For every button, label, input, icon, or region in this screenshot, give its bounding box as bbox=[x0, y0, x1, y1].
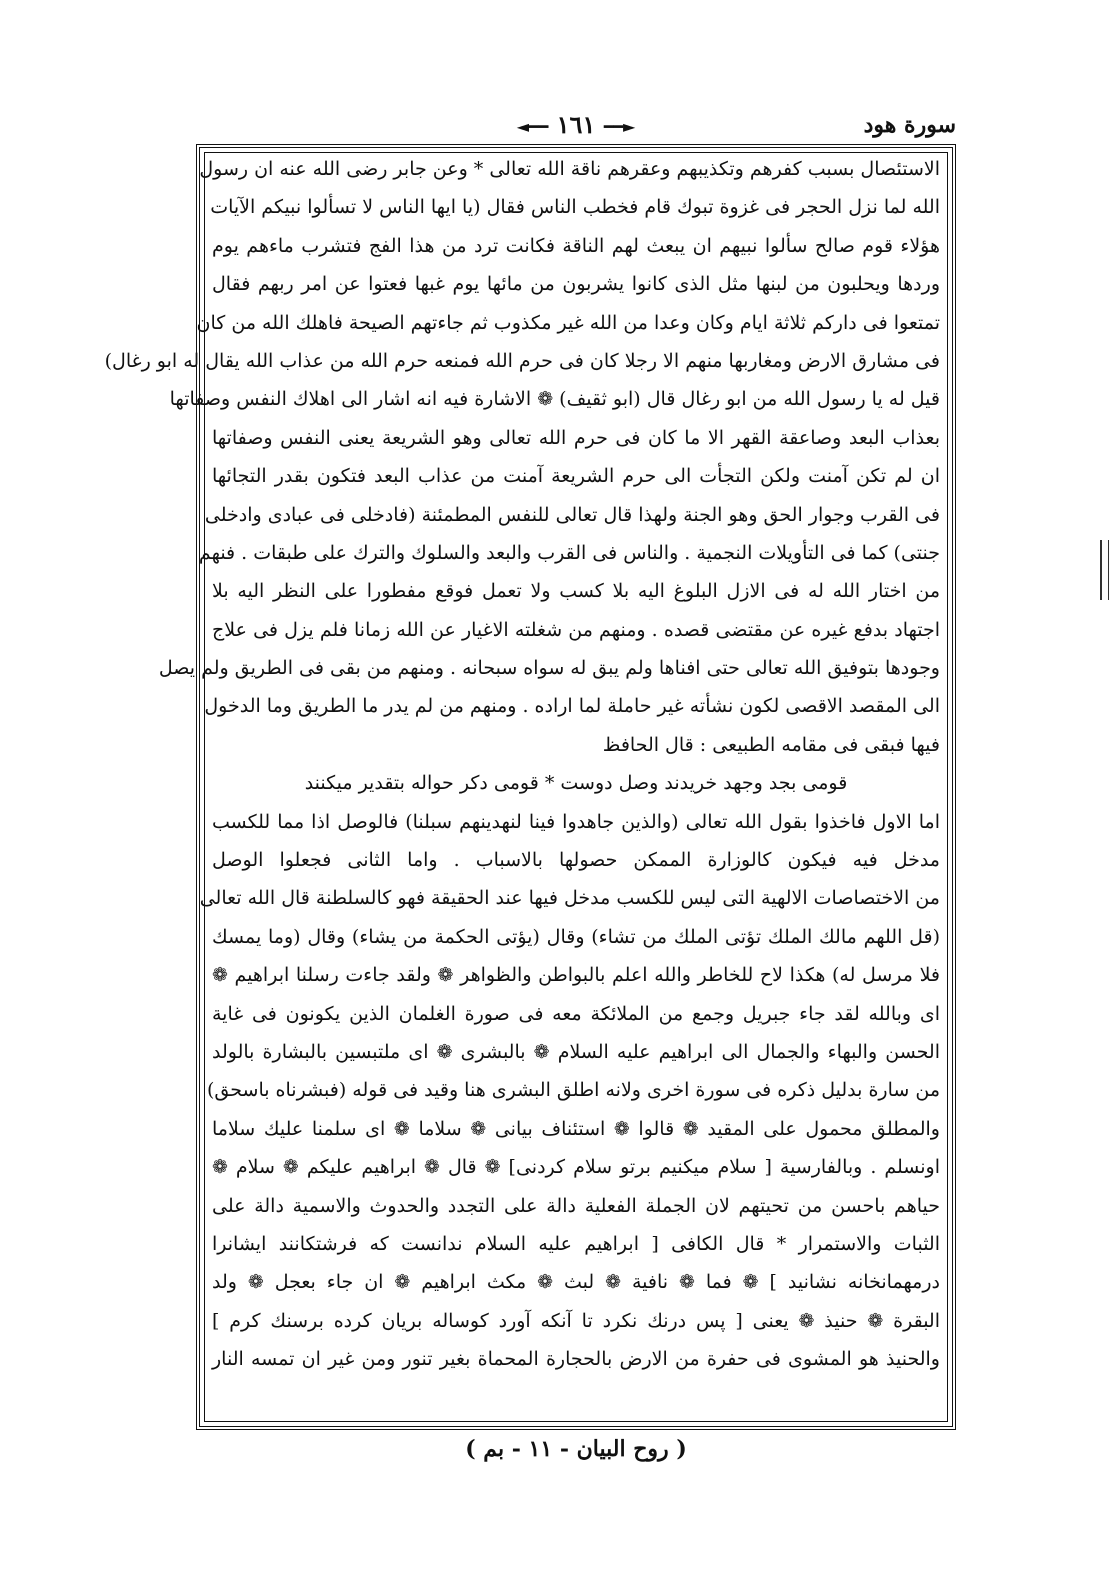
text-line: الله لما نزل الحجر فى غزوة تبوك قام فخطب الناس فقال (يا ايها الناس لا تسألوا نبيكم الآيات bbox=[210, 196, 940, 219]
footer-signature: ( روح البيان - ١١ - بم ) bbox=[465, 1436, 687, 1462]
text-line: من الاختصاصات الالهية التى ليس للكسب مدخل فيها عند الحقيقة فهو كالسلطنة قال الله تعالى bbox=[199, 887, 940, 910]
text-line: والمطلق محمول على المقيد ❁ قالوا ❁ استئناف بيانى ❁ سلاما ❁ اى سلمنا عليك سلاما bbox=[212, 1117, 940, 1140]
text-line: من اختار الله له فى الازل البلوغ اليه بلا كسب ولا تعمل فوقع مفطورا على النظر اليه بلا bbox=[212, 580, 940, 603]
text-line: حياهم باحسن من تحيتهم لان الجملة الفعلية دالة على التجدد والحدوث والاسمية دالة على bbox=[212, 1194, 940, 1217]
text-line: جنتى) كما فى التأويلات النجمية . والناس فى القرب والبعد والسلوك والترك على طبقات . فنهم bbox=[198, 541, 940, 564]
text-line: اجتهاد بدفع غيره عن مقتضى قصده . ومنهم من شغلته الاغيار عن الله زمانا فلم يزل فى علاج bbox=[212, 618, 940, 641]
text-line: اى وبالله لقد جاء جبريل وجمع من الملائكة معه فى صورة الغلمان الذين يكونون فى غاية bbox=[212, 1002, 940, 1025]
text-line: تمتعوا فى داركم ثلاثة ايام وكان وعدا من الله غير مكذوب ثم جاءتهم الصيحة فاهلك الله من كان bbox=[196, 311, 940, 334]
text-line: البقرة ❁ حنيذ ❁ يعنى [ پس درنك نكرد تا آنكه آورد كوساله بريان كرده برسنك كرم ] bbox=[212, 1309, 940, 1332]
text-line: فلا مرسل له) هكذا لاح للخاطر والله اعلم بالبواطن والظواهر ❁ ولقد جاءت رسلنا ابراهيم ❁ bbox=[212, 964, 940, 987]
page-number-group bbox=[517, 110, 636, 139]
text-line: هؤلاء قوم صالح سألوا نبيهم ان يبعث لهم الناقة فكانت ترد من هذا الفج فتشرب ماءهم يوم bbox=[212, 234, 940, 257]
text-line: ان لم تكن آمنت ولكن التجأت الى حرم الشريعة آمنت من عذاب البعد فتكون بقدر التجائها bbox=[212, 465, 940, 488]
text-line: فى القرب وجوار الحق وهو الجنة ولهذا قال تعالى للنفس المطمئنة (فادخلى فى عبادى وادخلى bbox=[204, 503, 940, 526]
page-number: ١٦١ bbox=[556, 110, 596, 139]
text-line: فى مشارق الارض ومغاربها منهم الا رجلا كان فى حرم الله فمنعه حرم الله من عذاب الله يقال له ابو رغال) bbox=[104, 349, 940, 372]
page-header bbox=[196, 108, 956, 142]
main-text bbox=[104, 150, 940, 1379]
poem-line: قومى بجد وجهد خريدند وصل دوست * قومى دكر حواله بتقدير ميكنند bbox=[304, 772, 848, 795]
text-line: وجودها بتوفيق الله تعالى حتى افناها ولم يبق له سواه سبحانه . ومنهم من بقى فى الطريق ولم يصل bbox=[158, 657, 940, 680]
text-line: بعذاب البعد وصاعقة القهر الا ما كان فى حرم الله تعالى وهو الشريعة يعنى النفس وصفاتها bbox=[212, 426, 940, 449]
text-line: الثبات والاستمرار * قال الكافى [ ابراهيم عليه السلام ندانست كه فرشتكانند ايشانرا bbox=[212, 1232, 940, 1255]
ornament-right-icon: ━━► bbox=[603, 117, 636, 136]
binding-edge-mark bbox=[1100, 540, 1109, 600]
ornament-left-icon: ◄━━ bbox=[516, 117, 549, 136]
text-line: اما الاول فاخذوا بقول الله تعالى (والذين جاهدوا فينا لنهدينهم سبلنا) فالوصل اذا مما للكسب bbox=[212, 810, 940, 833]
text-line: فيها فبقى فى مقامه الطبيعى : قال الحافظ bbox=[602, 733, 940, 756]
surah-title: سورة هود bbox=[863, 112, 956, 138]
text-line: من سارة بدليل ذكره فى سورة اخرى ولانه اطلق البشرى هنا وقيد فى قوله (فبشرناه باسحق) bbox=[207, 1079, 940, 1102]
text-line: اونسلم . وبالفارسية [ سلام ميكنيم برتو سلام كردنى] ❁ قال ❁ ابراهيم عليكم ❁ سلام ❁ bbox=[212, 1156, 940, 1179]
text-line: الى المقصد الاقصى لكون نشأته غير حاملة لما اراده . ومنهم من لم يدر ما الطريق وما الدخول bbox=[204, 695, 940, 718]
text-line: درمهمانخانه نشانيد ] ❁ فما ❁ نافية ❁ لبث ❁ مكث ابراهيم ❁ ان جاء بعجل ❁ ولد bbox=[212, 1271, 940, 1294]
text-line: والحنيذ هو المشوى فى حفرة من الارض بالحجارة المحماة بغير تنور ومن غير ان تمسه النار bbox=[212, 1348, 940, 1371]
text-line: الحسن والبهاء والجمال الى ابراهيم عليه السلام ❁ بالبشرى ❁ اى ملتبسين بالبشارة بالولد bbox=[212, 1040, 940, 1063]
text-line: قيل له يا رسول الله من ابو رغال قال (ابو ثقيف) ❁ الاشارة فيه انه اشار الى اهلاك النفس وصفاتها bbox=[169, 388, 940, 411]
text-line: وردها ويحلبون من لبنها مثل الذى كانوا يشربون من مائها يوم غبها فعتوا عن امر ربهم فقال bbox=[212, 273, 940, 296]
text-line: الاستئصال بسبب كفرهم وتكذيبهم وعقرهم ناقة الله تعالى * وعن جابر رضى الله عنه ان رسول bbox=[199, 158, 940, 180]
text-line: مدخل فيه فيكون كالوزارة الممكن حصولها بالاسباب . واما الثانى فجعلوا الوصل bbox=[212, 849, 940, 872]
text-line: (قل اللهم مالك الملك تؤتى الملك من تشاء) وقال (يؤتى الحكمة من يشاء) وقال (وما يمسك bbox=[212, 925, 940, 948]
